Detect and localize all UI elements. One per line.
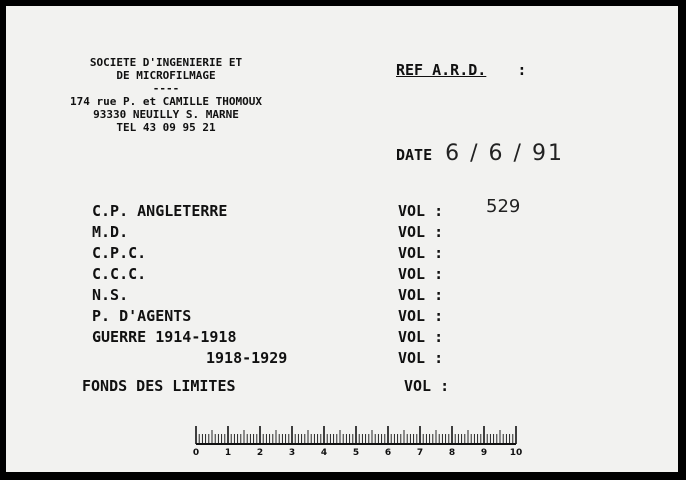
ref-label: REF A.R.D. xyxy=(396,61,487,79)
company-line-2: DE MICROFILMAGE xyxy=(116,69,216,82)
row-label: P. D'AGENTS xyxy=(92,307,192,325)
row-label: C.P. ANGLETERRE xyxy=(92,202,228,220)
row-vol: VOL : xyxy=(398,286,444,304)
row-vol: VOL : xyxy=(398,349,444,367)
ruler-number: 3 xyxy=(288,448,296,458)
ruler-number: 9 xyxy=(480,448,488,458)
ruler-number: 5 xyxy=(352,448,360,458)
ruler-number: 4 xyxy=(320,448,328,458)
scale-ruler xyxy=(188,422,523,458)
row-vol: VOL : xyxy=(398,265,444,283)
company-header xyxy=(46,56,286,134)
company-city: 93330 NEUILLY S. MARNE xyxy=(93,108,239,121)
ruler-marks xyxy=(193,426,522,458)
row-value-handwritten: 529 xyxy=(486,196,521,217)
ruler-number: 7 xyxy=(416,448,424,458)
company-line-1: SOCIETE D'INGENIERIE ET xyxy=(89,56,243,69)
row-label: 1918-1929 xyxy=(206,349,288,367)
row-vol: VOL : xyxy=(398,202,444,220)
row-label: N.S. xyxy=(92,286,129,304)
ruler-number: 1 xyxy=(224,448,232,458)
row-vol: VOL : xyxy=(404,377,450,395)
row-vol: VOL : xyxy=(398,307,444,325)
ruler-number: 10 xyxy=(509,448,523,458)
ruler-number: 8 xyxy=(448,448,456,458)
date-value-handwritten: 6 / 6 / 91 xyxy=(445,141,564,166)
index-card xyxy=(4,4,680,474)
row-vol: VOL : xyxy=(398,328,444,346)
ref-colon: : xyxy=(517,61,527,79)
ruler-number: 0 xyxy=(192,448,200,458)
row-label: M.D. xyxy=(92,223,129,241)
company-separator: ---- xyxy=(152,82,180,95)
row-vol: VOL : xyxy=(398,244,444,262)
company-phone: TEL 43 09 95 21 xyxy=(116,121,216,134)
company-address: 174 rue P. et CAMILLE THOMOUX xyxy=(69,95,263,108)
ruler-number: 6 xyxy=(384,448,392,458)
row-label: FONDS DES LIMITES xyxy=(82,377,236,395)
ref-field xyxy=(396,61,526,79)
ruler-number: 2 xyxy=(256,448,264,458)
row-vol: VOL : xyxy=(398,223,444,241)
row-label: C.P.C. xyxy=(92,244,147,262)
row-label: C.C.C. xyxy=(92,265,147,283)
date-label: DATE xyxy=(396,146,433,164)
date-field xyxy=(396,141,564,166)
row-label: GUERRE 1914-1918 xyxy=(92,328,237,346)
